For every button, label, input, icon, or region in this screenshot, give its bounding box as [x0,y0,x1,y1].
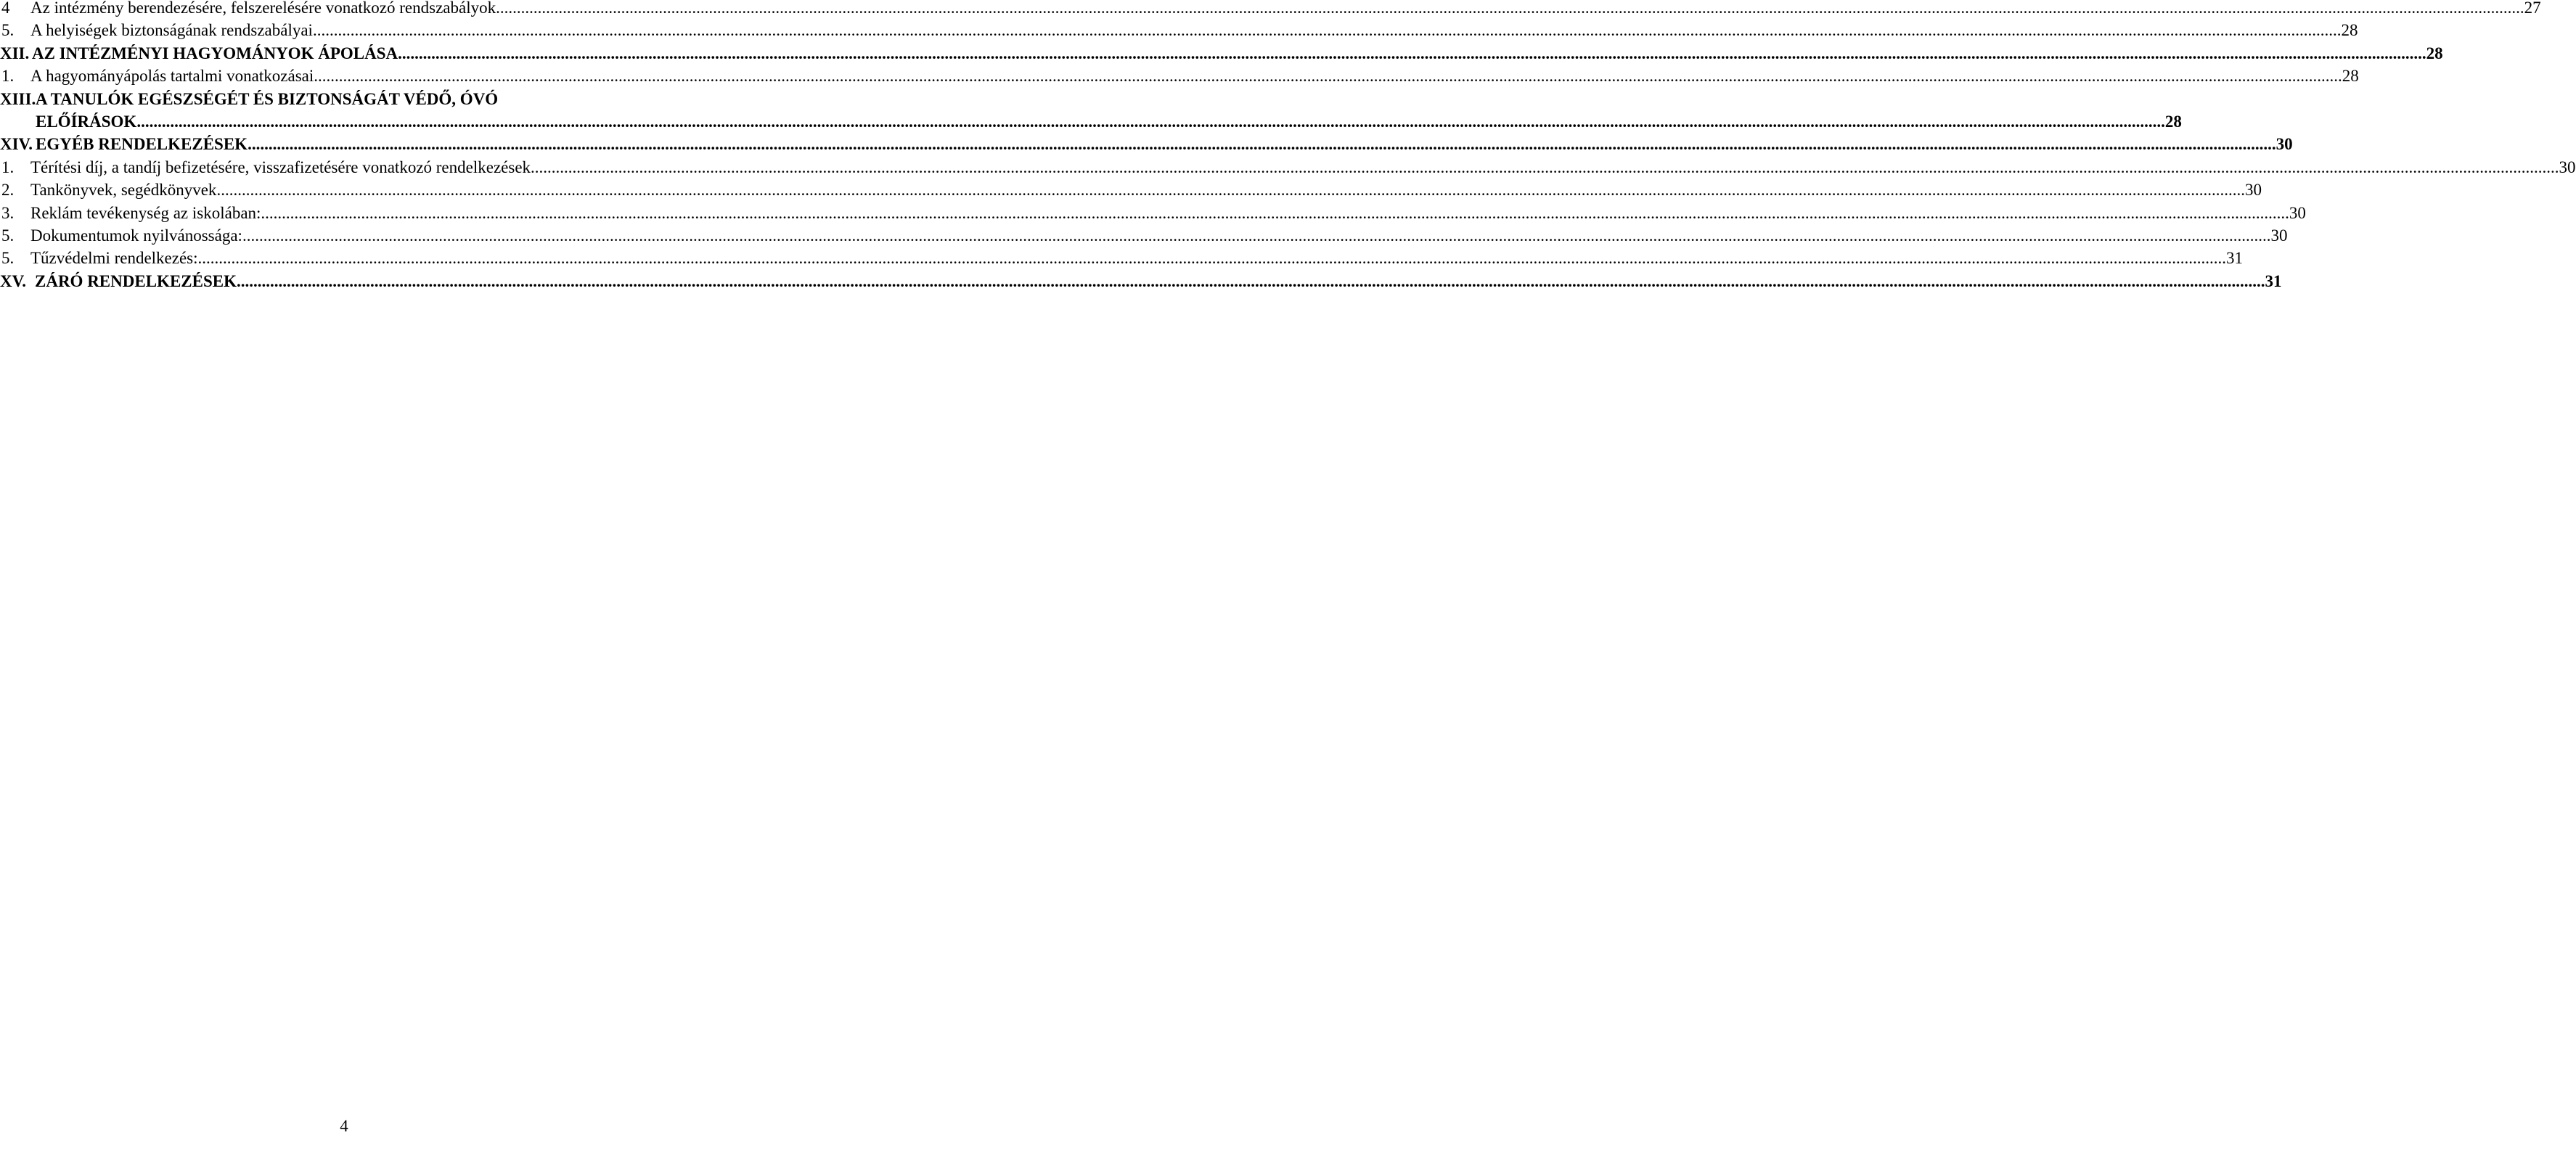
toc-entry-egeszseg-line2[interactable] [0,110,2182,133]
toc-entry-page: 30 [2289,203,2306,222]
toc-dot-leader [136,110,2165,133]
toc-entry-title: Reklám tevékenység az iskolában: [30,203,261,222]
toc-entry-number: XV. [0,271,27,290]
toc-entry-tankonyvek[interactable] [0,179,2262,201]
toc-dot-leader [198,247,2227,269]
toc-entry-page: 31 [2265,271,2282,290]
toc-entry-title: ZÁRÓ RENDELKEZÉSEK [35,271,237,290]
toc-entry-berendezes[interactable] [0,0,2541,19]
page-number: 4 [340,1117,348,1135]
toc-entry-page: 28 [2164,112,2182,131]
toc-entry-title: A hagyományápolás tartalmi vonatkozásai [30,67,314,86]
toc-entry-number: 2. [1,181,15,200]
toc-entry-number: XIII. [0,89,36,108]
toc-entry-egeszseg-line1[interactable] [0,88,688,110]
toc-entry-page: 28 [2341,21,2358,40]
toc-dot-leader [216,179,2245,201]
toc-entry-page: 27 [2524,0,2541,17]
toc-entry-title: A helyiségek biztonságának rendszabályai [30,21,313,40]
toc-entry-reklam[interactable] [0,202,2306,224]
toc-entry-teritesi-dij[interactable] [0,156,2576,179]
toc-entry-page: 30 [2244,181,2262,200]
toc-entry-number: XIV. [0,135,33,154]
toc-entry-title: EGYÉB RENDELKEZÉSEK [36,135,248,154]
toc-dot-leader [314,65,2342,87]
toc-entry-number: 1. [1,67,15,86]
toc-entry-hagyomanyok[interactable] [0,42,2443,65]
toc-entry-number: 5. [1,226,15,245]
toc-entry-tuzvedelem[interactable] [0,247,2244,269]
toc-entry-page: 30 [2270,226,2288,245]
toc-entry-number: 5. [1,21,15,40]
toc-entry-number: 1. [1,157,15,176]
toc-dot-leader [242,224,2271,247]
toc-entry-hagyomanyapolas[interactable] [0,65,2359,87]
toc-entry-number: XII. [0,44,30,62]
toc-entry-page: 28 [2426,44,2443,62]
toc-entry-title: Tankönyvek, segédkönyvek [30,181,217,200]
toc-entry-number: 5. [1,249,15,268]
toc-dot-leader [248,133,2276,155]
toc-entry-title: Az intézmény berendezésére, felszerelésére vonatkozó rendszabályok [30,0,496,17]
toc-entry-number: 3. [1,203,15,222]
toc-entry-title: AZ INTÉZMÉNYI HAGYOMÁNYOK ÁPOLÁSA [32,44,398,62]
toc-entry-title: Térítési díj, a tandíj befizetésére, visszafizetésére vonatkozó rendelkezések [30,157,531,176]
toc-dot-leader [313,19,2342,41]
toc-dot-leader [261,202,2289,224]
table-of-contents [0,0,2576,292]
toc-entry-title-continued: ELŐÍRÁSOK [36,112,137,131]
toc-entry-page: 28 [2342,67,2359,86]
toc-dot-leader [398,42,2426,65]
toc-dot-leader [531,156,2559,179]
toc-entry-egyeb[interactable] [0,133,2293,155]
toc-dot-leader [237,270,2265,292]
toc-entry-dokumentumok[interactable] [0,224,2288,247]
toc-entry-zaro[interactable] [0,270,2282,292]
toc-entry-title: Dokumentumok nyilvánossága: [30,226,242,245]
toc-entry-page: 30 [2276,135,2293,154]
toc-entry-page: 30 [2559,157,2576,176]
toc-dot-leader [496,0,2524,19]
toc-entry-title: Tűzvédelmi rendelkezés: [30,249,198,268]
toc-entry-helyisegek[interactable] [0,19,2358,41]
toc-entry-title: A TANULÓK EGÉSZSÉGÉT ÉS BIZTONSÁGÁT VÉDŐ, ÓVÓ [36,89,499,108]
toc-entry-page: 31 [2226,249,2244,268]
toc-entry-number: 4 [1,0,10,17]
